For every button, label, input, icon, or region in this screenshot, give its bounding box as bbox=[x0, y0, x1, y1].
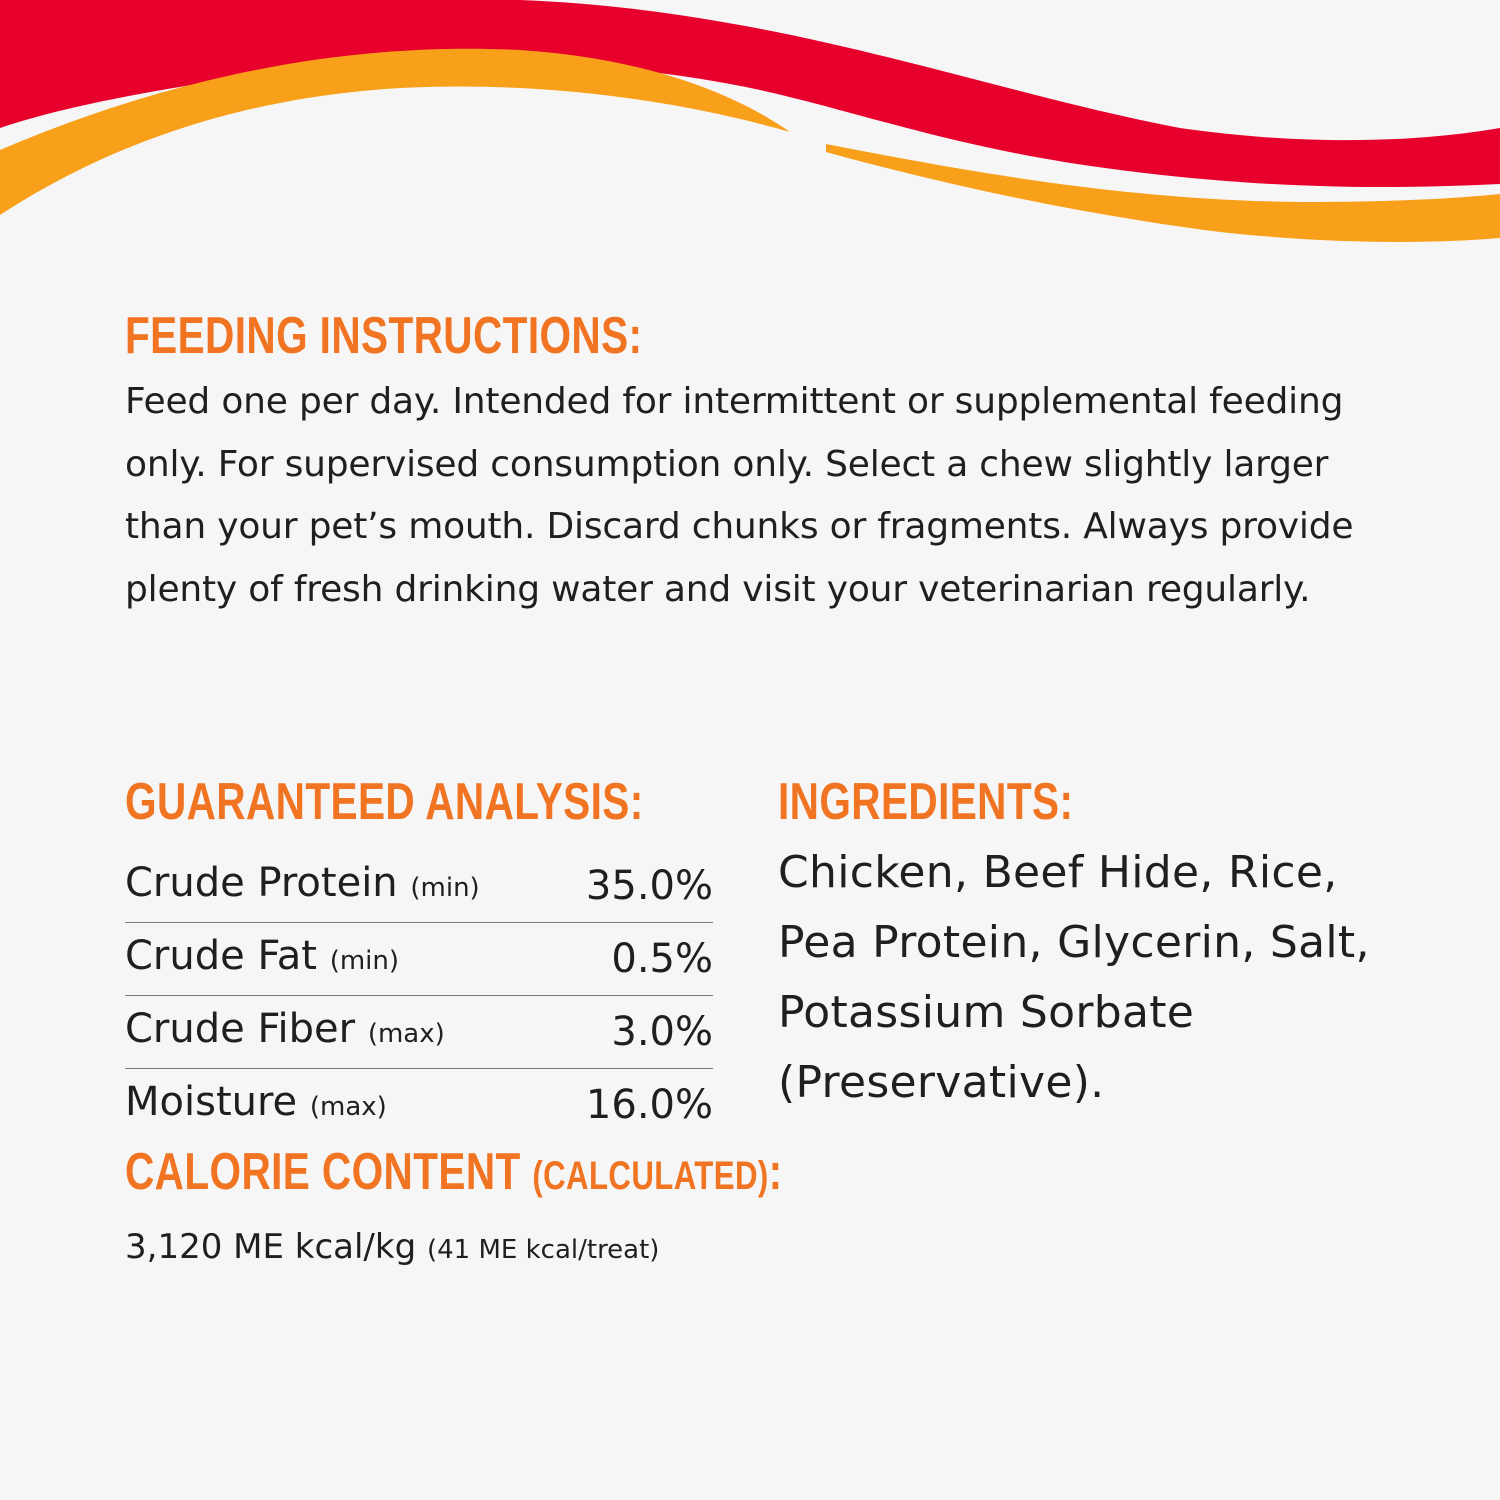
calorie-heading-qualifier: (CALCULATED) bbox=[532, 1154, 769, 1198]
nutrient-name-cell bbox=[125, 923, 558, 996]
table-row bbox=[125, 996, 713, 1069]
feeding-instructions-heading: FEEDING INSTRUCTIONS: bbox=[125, 307, 643, 365]
table-row bbox=[125, 850, 713, 923]
calorie-per-treat: (41 ME kcal/treat) bbox=[426, 1235, 660, 1265]
nutrient-name: Crude Fiber bbox=[125, 1006, 356, 1052]
nutrient-value: 3.0% bbox=[558, 996, 713, 1069]
calorie-content-value bbox=[125, 1222, 659, 1275]
nutrient-qualifier: (min) bbox=[410, 873, 480, 903]
nutrient-qualifier: (min) bbox=[329, 946, 400, 976]
ingredients-heading: INGREDIENTS: bbox=[778, 773, 1074, 831]
nutrient-qualifier: (max) bbox=[367, 1019, 445, 1049]
calorie-content-heading bbox=[125, 1142, 783, 1206]
table-row bbox=[125, 923, 713, 996]
guaranteed-analysis-heading: GUARANTEED ANALYSIS: bbox=[125, 773, 644, 831]
decorative-waves bbox=[0, 0, 1500, 260]
table-row bbox=[125, 1069, 713, 1142]
nutrient-name-cell bbox=[125, 996, 558, 1069]
nutrient-value: 35.0% bbox=[585, 862, 713, 909]
nutrient-name: Moisture bbox=[125, 1079, 298, 1125]
nutrient-name: Crude Fat bbox=[125, 933, 317, 979]
nutrient-qualifier: (max) bbox=[309, 1092, 387, 1122]
nutrient-value: 16.0% bbox=[558, 1069, 713, 1142]
feeding-instructions-text: Feed one per day. Intended for intermittent or supplemental feeding only. For supervised consumption only. Select a chew slightly larger than your pet’s mouth. Discard chunks or fragments. Always provide plenty of fresh drinking water and visit your veterinarian regularly. bbox=[125, 381, 1354, 610]
calorie-heading-label: CALORIE CONTENT bbox=[125, 1143, 521, 1201]
guaranteed-analysis-table bbox=[125, 850, 713, 1141]
nutrient-name-cell bbox=[125, 1069, 558, 1142]
calorie-per-kg: 3,120 ME kcal/kg bbox=[125, 1227, 417, 1267]
nutrient-name: Crude Protein bbox=[125, 860, 398, 906]
nutrient-value: 0.5% bbox=[558, 923, 713, 996]
calorie-heading-colon: : bbox=[768, 1143, 783, 1201]
ingredients-text: Chicken, Beef Hide, Rice, Pea Protein, Glycerin, Salt, Potassium Sorbate (Preservative). bbox=[778, 847, 1370, 1108]
nutrient-name-cell bbox=[125, 850, 558, 923]
